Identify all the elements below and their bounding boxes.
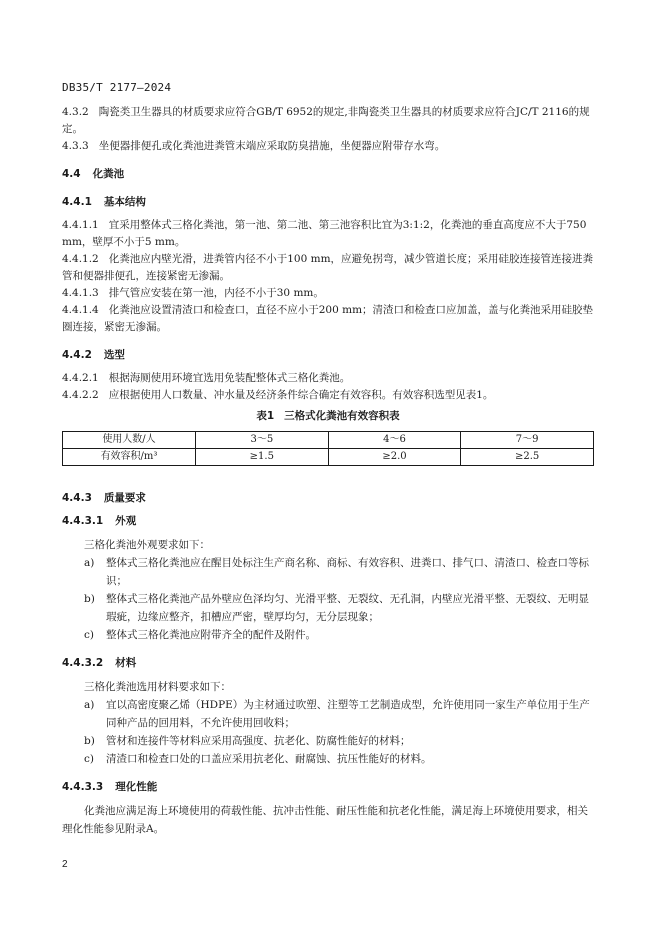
document-body — [62, 104, 594, 838]
appearance-list — [62, 554, 594, 644]
list-item — [62, 750, 594, 768]
heading-4-4-3-1 — [62, 513, 594, 530]
table-cell: ≥1.5 — [196, 449, 329, 466]
heading-title: 基本结构 — [103, 196, 146, 208]
heading-number: 4.4 — [62, 168, 81, 180]
clause-text: 坐便器排便孔或化粪池进粪管末端应采取防臭措施，坐便器应附带存水弯。 — [98, 140, 446, 152]
list-marker: c) — [84, 753, 94, 765]
list-item — [62, 626, 594, 644]
list-text: 整体式三格化粪池应附带齐全的配件及附件。 — [106, 629, 316, 641]
table-number: 表1 — [256, 410, 275, 422]
clause-4-4-2-2 — [62, 387, 594, 404]
list-text: 宜以高密度聚乙烯（HDPE）为主材通过吹塑、注塑等工艺制造成型，允许使用同一家生产单位用于生产同种产品的回用料，不允许使用回收料； — [106, 699, 590, 729]
clause-text: 化粪池应设置清渣口和检查口，直径不应小于200 mm；清渣口和检查口应加盖，盖与化粪池采用硅胶垫圈连接，紧密无渗漏。 — [62, 304, 594, 333]
clause-text: 根据海厕使用环境宜选用免装配整体式三格化粪池。 — [108, 372, 351, 384]
clause-number: 4.4.1.4 — [62, 304, 99, 316]
heading-title: 理化性能 — [115, 781, 158, 793]
heading-number: 4.4.1 — [62, 196, 92, 208]
heading-4-4-3 — [62, 490, 594, 507]
table-cell: ≥2.0 — [328, 449, 461, 466]
table-cell: 7～9 — [461, 432, 594, 449]
clause-text: 化粪池应内壁光滑，进粪管内径不小于100 mm，应避免拐弯，减少管道长度；采用硅胶连接管连接进粪管和便器排便孔，连接紧密无渗漏。 — [62, 253, 594, 282]
table-cell: 3～5 — [196, 432, 329, 449]
clause-4-4-1-4 — [62, 302, 594, 336]
list-marker: b) — [84, 735, 95, 747]
list-text: 整体式三格化粪池应在醒目处标注生产商名称、商标、有效容积、进粪口、排气口、清渣口、检查口等标识； — [106, 557, 589, 587]
list-item — [62, 732, 594, 750]
list-marker: c) — [84, 629, 94, 641]
list-item — [62, 590, 594, 626]
list-item — [62, 554, 594, 590]
clause-number: 4.4.2.2 — [62, 389, 99, 401]
list-text: 清渣口和检查口处的口盖应采用抗老化、耐腐蚀、抗压性能好的材料。 — [106, 753, 432, 765]
clause-text: 应根据使用人口数量、冲水量及经济条件综合确定有效容积。有效容积选型见表1。 — [108, 389, 494, 401]
row-label: 有效容积/m³ — [63, 449, 196, 466]
clause-4-4-1-3 — [62, 285, 594, 302]
list-marker: a) — [84, 699, 95, 711]
clause-4-3-3 — [62, 138, 594, 155]
heading-number: 4.4.3.1 — [62, 515, 104, 527]
clause-number: 4.4.1.2 — [62, 253, 99, 265]
clause-text: 宜采用整体式三格化粪池，第一池、第二池、第三池容积比宜为3:1:2，化粪池的垂直高度应不大于750 mm，壁厚不小于5 mm。 — [62, 219, 587, 248]
materials-intro: 三格化粪池选用材料要求如下： — [84, 681, 231, 693]
list-marker: a) — [84, 557, 95, 569]
heading-4-4-3-3 — [62, 779, 594, 796]
clause-text: 陶瓷类卫生器具的材质要求应符合GB/T 6952的规定,非陶瓷类卫生器具的材质要求应符合JC/T 2116的规定。 — [62, 106, 590, 135]
heading-4-4-3-2 — [62, 655, 594, 672]
standard-id-header: DB35/T 2177—2024 — [62, 81, 172, 94]
table-cell: ≥2.5 — [461, 449, 594, 466]
table-1-title — [62, 408, 594, 425]
heading-number: 4.4.3.3 — [62, 781, 104, 793]
heading-4-4-1 — [62, 194, 594, 211]
page-number: 2 — [62, 859, 68, 870]
clause-4-4-1-1 — [62, 217, 594, 251]
table-row — [63, 449, 594, 466]
heading-title: 外观 — [115, 515, 137, 527]
clause-text: 排气管应安装在第一池，内径不小于30 mm。 — [108, 287, 324, 299]
heading-4-4-2 — [62, 347, 594, 364]
list-text: 管材和连接件等材料应采用高强度、抗老化、防腐性能好的材料； — [106, 735, 411, 747]
heading-4-4 — [62, 166, 594, 183]
list-marker: b) — [84, 593, 95, 605]
heading-number: 4.4.3 — [62, 492, 92, 504]
volume-table — [62, 431, 594, 466]
heading-number: 4.4.2 — [62, 349, 92, 361]
clause-4-4-2-1 — [62, 370, 594, 387]
clause-number: 4.3.3 — [62, 140, 89, 152]
clause-number: 4.4.1.3 — [62, 287, 99, 299]
heading-title: 化粪池 — [92, 168, 125, 180]
physicochemical-paragraph: 化粪池应满足海上环境使用的荷载性能、抗冲击性能、耐压性能和抗老化性能，满足海上环境使用要求，相关理化性能参见附录A。 — [62, 805, 588, 835]
heading-number: 4.4.3.2 — [62, 657, 104, 669]
materials-list — [62, 696, 594, 768]
heading-title: 选型 — [103, 349, 125, 361]
table-cell: 4～6 — [328, 432, 461, 449]
list-text: 整体式三格化粪池产品外壁应色泽均匀、光滑平整、无裂纹、无孔洞，内壁应光滑平整、无裂纹、无明显瑕疵，边缘应整齐，扣槽应严密，壁厚均匀，无分层现象； — [106, 593, 589, 623]
clause-number: 4.4.2.1 — [62, 372, 99, 384]
clause-number: 4.4.1.1 — [62, 219, 99, 231]
table-title-text: 三格式化粪池有效容积表 — [284, 410, 400, 422]
row-label: 使用人数/人 — [63, 432, 196, 449]
heading-title: 质量要求 — [103, 492, 146, 504]
table-row — [63, 432, 594, 449]
appearance-intro: 三格化粪池外观要求如下： — [84, 539, 210, 551]
list-item — [62, 696, 594, 732]
clause-number: 4.3.2 — [62, 106, 89, 118]
heading-title: 材料 — [115, 657, 137, 669]
clause-4-4-1-2 — [62, 251, 594, 285]
clause-4-3-2 — [62, 104, 594, 138]
